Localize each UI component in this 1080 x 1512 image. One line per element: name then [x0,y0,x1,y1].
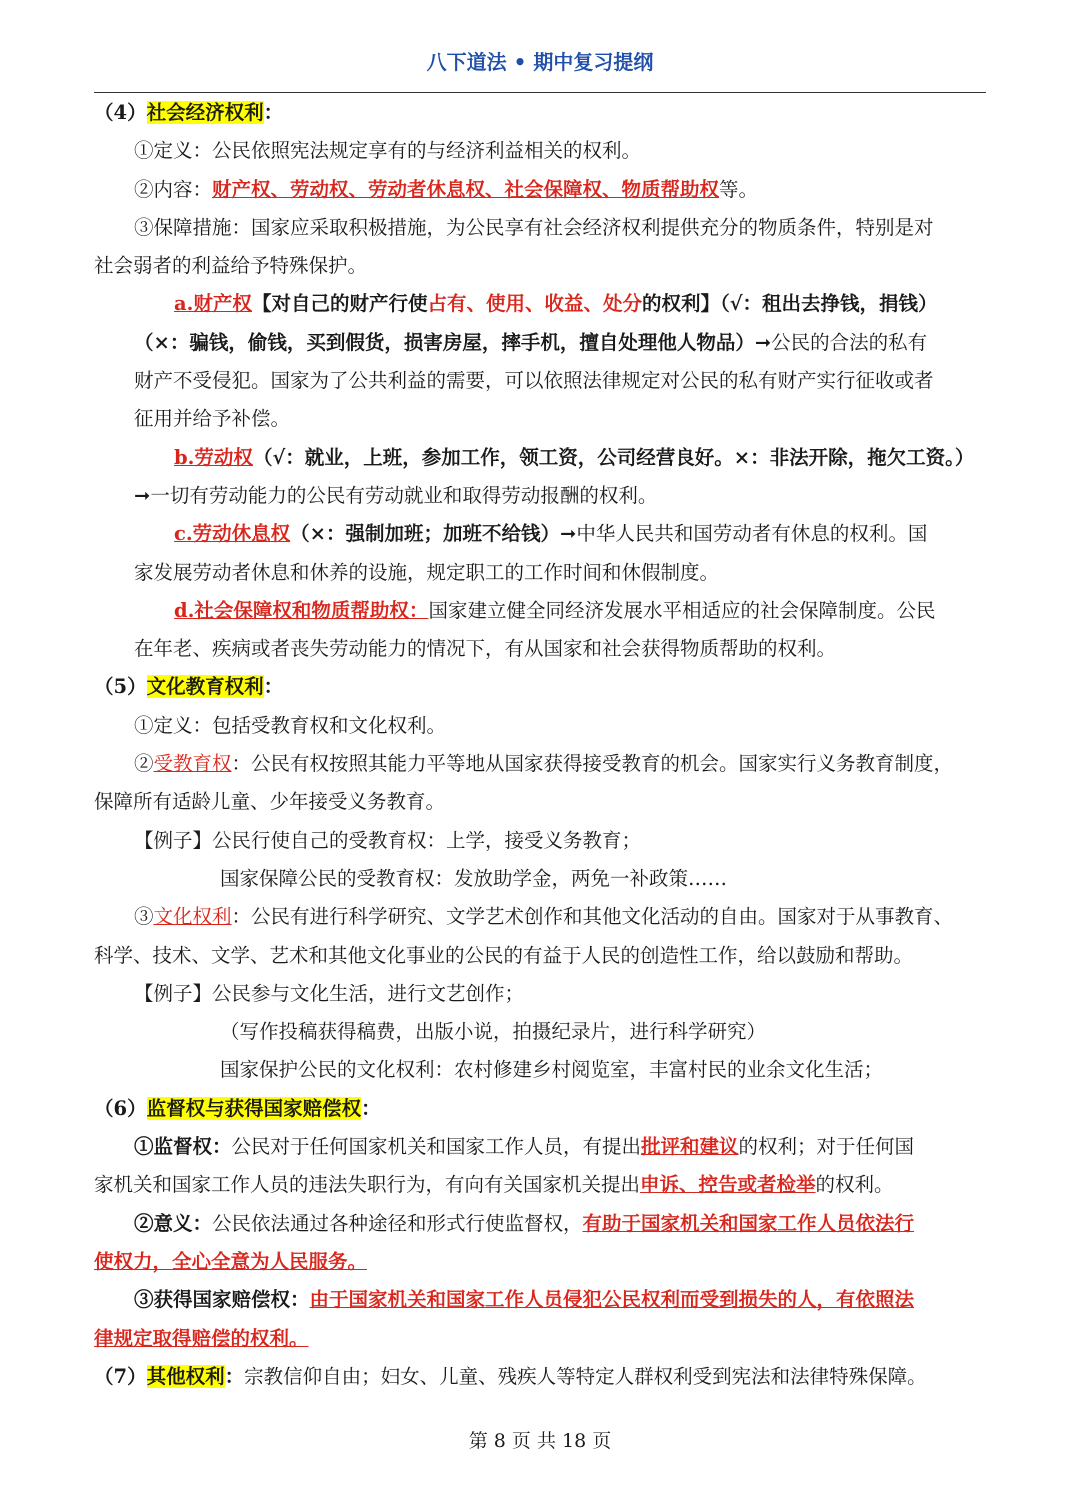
social-security-line2: 在年老、疾病或者丧失劳动能力的情况下，有从国家和社会获得物质帮助的权利。 [134,637,837,661]
section-7-title: 其他权利 [146,1364,225,1388]
social-security-label: d.社会保障权和物质帮助权： [174,598,429,622]
s5-definition: ①定义：包括受教育权和文化权利。 [134,713,447,737]
labor-right-label: b.劳动权 [174,445,253,469]
s4-measure-line1: ③保障措施：国家应采取积极措施，为公民享有社会经济权利提供充分的物质条件，特别是对 [134,215,934,239]
significance-line2: 使权力，全心全意为人民服务。 [94,1249,368,1273]
property-right-label: a.财产权 [174,292,252,316]
section-5-title: 文化教育权利 [146,675,264,699]
culture-right-label: 文化权利 [153,905,232,929]
rest-right-line2: 家发展劳动者休息和休养的设施，规定职工的工作时间和休假制度。 [134,560,720,584]
example-2-line3: 国家保护公民的文化权利：农村修建乡村阅览室，丰富村民的业余文化生活； [220,1058,884,1082]
example-2-line2: （写作投稿获得稿费，出版小说，拍摄纪录片，进行科学研究） [220,1020,767,1044]
education-right-line1: ②受教育权：公民有权按照其能力平等地从国家获得接受教育的机会。国家实行义务教育制度， [134,752,954,776]
social-security-line1: d.社会保障权和物质帮助权：国家建立健全同经济发展水平相适应的社会保障制度。公民 [174,598,936,622]
s4-content-rights: 财产权、劳动权、劳动者休息权、社会保障权、物质帮助权 [212,177,720,201]
culture-right-line2: 科学、技术、文学、艺术和其他文化事业的公民的有益于人民的创造性工作，给以鼓励和帮助。 [94,943,914,967]
compensation-line1: ③获得国家赔偿权：由于国家机关和国家工作人员侵犯公民权利而受到损失的人，有依照法 [134,1288,915,1312]
rest-right-label: c.劳动休息权 [174,522,291,546]
culture-right-line1: ③文化权利：公民有进行科学研究、文学艺术创作和其他文化活动的自由。国家对于从事教育、 [134,905,954,929]
example-1-line1: 【例子】公民行使自己的受教育权：上学，接受义务教育； [134,828,642,852]
s4-content: ②内容：财产权、劳动权、劳动者休息权、社会保障权、物质帮助权等。 [134,177,759,201]
document-body [94,94,989,1396]
example-2-line1: 【例子】公民参与文化生活，进行文艺创作； [134,981,525,1005]
supervision-line2: 家机关和国家工作人员的违法失职行为，有向有关国家机关提出申诉、控告或者检举的权利。 [94,1173,894,1197]
significance-line1: ②意义：公民依法通过各种途径和形式行使监督权，有助于国家机关和国家工作人员依法行 [134,1211,915,1235]
compensation-label: ③获得国家赔偿权： [134,1288,310,1312]
page-header [94,40,986,93]
section-7-text: 宗教信仰自由；妇女、儿童、残疾人等特定人群权利受到宪法和法律特殊保障。 [244,1364,927,1388]
supervision-label: ①监督权： [134,1135,232,1159]
property-right-line2: （×：骗钱，偷钱，买到假货，损害房屋，摔手机，擅自处理他人物品）➞公民的合法的私有 [134,330,928,354]
document-title: 八下道法 • 期中复习提纲 [426,50,654,74]
s4-definition: ①定义：公民依照宪法规定享有的与经济利益相关的权利。 [134,139,642,163]
property-right-line3: 财产不受侵犯。国家为了公共利益的需要，可以依照法律规定对公民的私有财产实行征收或者 [134,369,934,393]
s4-measure-line2: 社会弱者的利益给予特殊保护。 [94,254,368,278]
section-6-title: 监督权与获得国家赔偿权 [146,1096,362,1120]
education-right-label: 受教育权 [153,752,232,776]
compensation-line2: 律规定取得赔偿的权利。 [94,1326,309,1350]
section-4-title: 社会经济权利 [146,101,264,124]
significance-label: ②意义： [134,1211,213,1235]
supervision-line1: ①监督权：公民对于任何国家机关和国家工作人员，有提出批评和建议的权利；对于任何国 [134,1135,915,1159]
section-7-heading: （7）其他权利：宗教信仰自由；妇女、儿童、残疾人等特定人群权利受到宪法和法律特殊保障。 [94,1364,927,1388]
example-1-line2: 国家保障公民的受教育权：发放助学金，两免一补政策…… [220,866,728,890]
section-6-heading: （6）监督权与获得国家赔偿权： [94,1096,381,1120]
rest-right-line1: c.劳动休息权（×：强制加班；加班不给钱）➞中华人民共和国劳动者有休息的权利。国 [174,522,928,546]
labor-right-line1: b.劳动权（√：就业，上班，参加工作，领工资，公司经营良好。×：非法开除，拖欠工资。） [174,445,975,469]
property-right-line1: a.财产权【对自己的财产行使占有、使用、收益、处分的权利】（√：租出去挣钱，捐钱） [174,292,938,316]
labor-right-line2: ➞一切有劳动能力的公民有劳动就业和取得劳动报酬的权利。 [134,483,658,507]
section-5-heading: （5）文化教育权利： [94,675,284,699]
section-4-heading: （4）社会经济权利： [94,101,284,124]
education-right-line2: 保障所有适龄儿童、少年接受义务教育。 [94,790,446,814]
property-right-line4: 征用并给予补偿。 [134,407,291,431]
page-number: 第 8 页 共 18 页 [468,1430,612,1452]
